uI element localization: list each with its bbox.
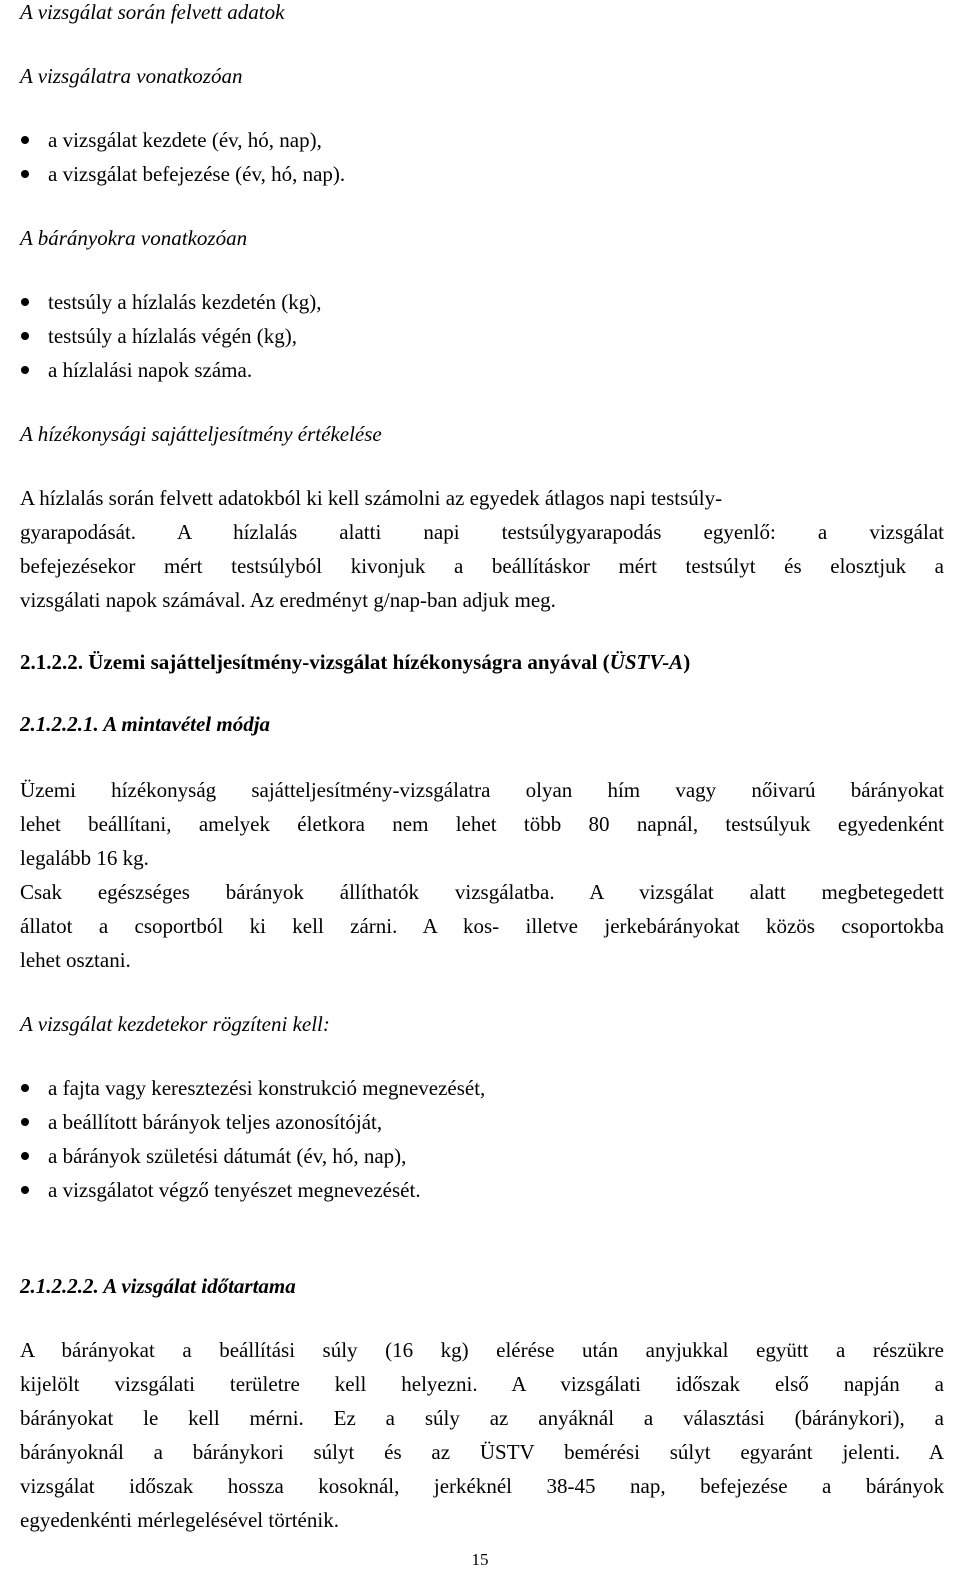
heading-21221: 2.1.2.2.1. A mintavétel módja xyxy=(20,712,271,736)
bullet-icon xyxy=(21,1186,29,1194)
bullet-icon xyxy=(21,366,29,374)
text-line: legalább 16 kg. xyxy=(20,846,149,870)
bullet-icon xyxy=(21,1084,29,1092)
bullet-icon xyxy=(21,298,29,306)
heading-hizekonysagi: A hízékonysági sajátteljesítmény értékelése xyxy=(20,422,382,446)
text-line: vizsgálat időszak hossza kosoknál, jerkéknél 38-45 nap, befejezése a bárányok xyxy=(20,1474,944,1498)
list-item: testsúly a hízlalás végén (kg), xyxy=(20,319,944,353)
paragraph-csak xyxy=(20,875,944,977)
bullet-icon xyxy=(21,1152,29,1160)
text-line: egyedenkénti mérlegelésével történik. xyxy=(20,1508,339,1532)
list-item: a bárányok születési dátumát (év, hó, nap), xyxy=(20,1139,944,1173)
text-line: kijelölt vizsgálati területre kell helyezni. A vizsgálati időszak első napján a xyxy=(20,1372,944,1396)
heading-21222: 2.1.2.2.2. A vizsgálat időtartama xyxy=(20,1274,296,1298)
text-line: vizsgálati napok számával. Az eredményt g/nap-ban adjuk meg. xyxy=(20,588,556,612)
list-item: a vizsgálat befejezése (év, hó, nap). xyxy=(20,157,944,191)
list-item: a hízlalási napok száma. xyxy=(20,353,944,387)
text-line: bárányoknál a báránykori súlyt és az ÜSTV bemérési súlyt egyaránt jelenti. A xyxy=(20,1440,944,1464)
text-line: A hízlalás során felvett adatokból ki kell számolni az egyedek átlagos napi testsúly- xyxy=(20,486,723,510)
list-kezdetekor xyxy=(20,1071,944,1207)
bullet-icon xyxy=(21,332,29,340)
text-line: A bárányokat a beállítási súly (16 kg) elérése után anyjukkal együtt a részükre xyxy=(20,1338,944,1362)
text-line: lehet osztani. xyxy=(20,948,131,972)
text-line: Csak egészséges bárányok állíthatók vizsgálatba. A vizsgálat alatt megbetegedett xyxy=(20,880,944,904)
list-baranyok xyxy=(20,285,944,387)
document-page xyxy=(20,0,944,1537)
list-item: a beállított bárányok teljes azonosítóját, xyxy=(20,1105,944,1139)
text-line: gyarapodását. A hízlalás alatti napi testsúlygyarapodás egyenlő: a vizsgálat xyxy=(20,520,944,544)
text-line: lehet beállítani, amelyek életkora nem lehet több 80 napnál, testsúlyuk egyedenként xyxy=(20,812,944,836)
bullet-icon xyxy=(21,136,29,144)
list-item: a vizsgálatot végző tenyészet megnevezését. xyxy=(20,1173,944,1207)
list-vizsgalat xyxy=(20,123,944,191)
paragraph-hizlalas xyxy=(20,481,944,617)
heading-baranyokra: A bárányokra vonatkozóan xyxy=(20,226,248,250)
heading-2122: 2.1.2.2. Üzemi sajátteljesítmény-vizsgálat hízékonyságra anyával (ÜSTV-A) xyxy=(20,650,691,674)
paragraph-idotartam xyxy=(20,1333,944,1537)
paragraph-uzemi xyxy=(20,773,944,875)
text-line: Üzemi hízékonyság sajátteljesítmény-vizsgálatra olyan hím vagy nőivarú bárányokat xyxy=(20,778,944,802)
heading-vizsgalatra: A vizsgálatra vonatkozóan xyxy=(20,64,243,88)
heading-kezdetekor: A vizsgálat kezdetekor rögzíteni kell: xyxy=(20,1012,330,1036)
text-line: bárányokat le kell mérni. Ez a súly az anyáknál a választási (báránykori), a xyxy=(20,1406,944,1430)
list-item: testsúly a hízlalás kezdetén (kg), xyxy=(20,285,944,319)
heading-vizsgalat-adatok: A vizsgálat során felvett adatok xyxy=(20,0,285,24)
bullet-icon xyxy=(21,1118,29,1126)
text-line: állatot a csoportból ki kell zárni. A kos- illetve jerkebárányokat közös csoportokba xyxy=(20,914,944,938)
text-line: befejezésekor mért testsúlyból kivonjuk a beállításkor mért testsúlyt és elosztjuk a xyxy=(20,554,944,578)
bullet-icon xyxy=(21,170,29,178)
page-number: 15 xyxy=(471,1550,489,1569)
list-item: a fajta vagy keresztezési konstrukció megnevezését, xyxy=(20,1071,944,1105)
list-item: a vizsgálat kezdete (év, hó, nap), xyxy=(20,123,944,157)
